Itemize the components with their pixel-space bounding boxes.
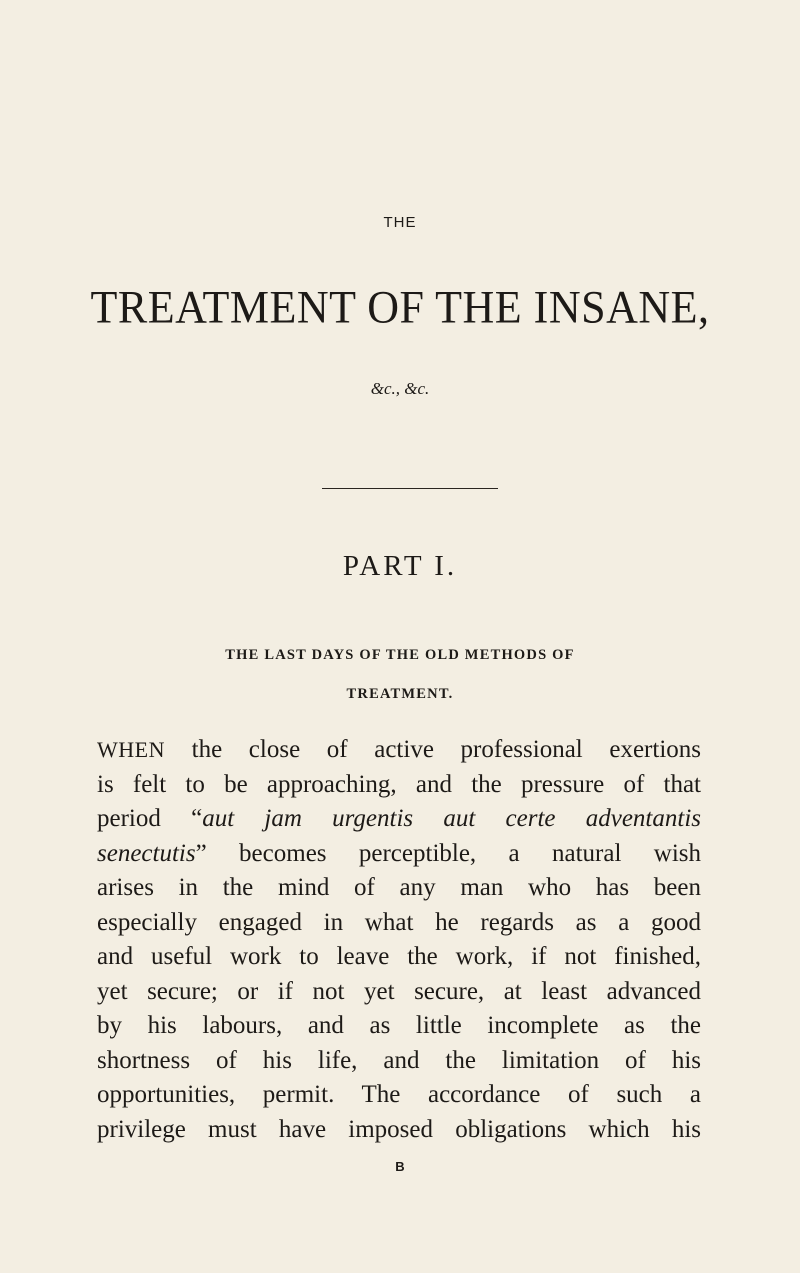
text-line (97, 733, 701, 768)
subtitle-line-1: THE LAST DAYS OF THE OLD METHODS OF (225, 647, 575, 663)
text-line-content: period “ (97, 805, 203, 832)
text-line: yet secure; or if not yet secure, at least advanced (97, 977, 701, 1005)
page-title: TREATMENT OF THE INSANE, (90, 281, 710, 334)
text-line: shortness of his life, and the limitation of his (97, 1046, 701, 1074)
signature-mark: B (395, 1159, 405, 1174)
part-heading: PART I. (342, 550, 458, 582)
text-line (97, 802, 701, 837)
text-line-content: the close of active professional exertions (191, 736, 702, 763)
text-line: by his labours, and as little incomplete as the (97, 1012, 701, 1039)
opening-word: WHEN (97, 737, 165, 762)
section-divider (322, 488, 498, 489)
text-line: is felt to be approaching, and the pressure of that (97, 770, 701, 798)
title-etcetera: &c., &c. (370, 379, 430, 398)
text-line: privilege must have imposed obligations which his (97, 1115, 701, 1143)
text-line: arises in the mind of any man who has been (97, 874, 701, 901)
text-line: especially engaged in what he regards as a good (97, 908, 701, 936)
text-line: opportunities, permit. The accordance of such a (97, 1081, 701, 1108)
text-line (97, 837, 701, 872)
latin-quote: senectutis (97, 839, 196, 867)
title-prefix: THE (383, 214, 417, 231)
latin-quote: aut jam urgentis aut certe adventantis (202, 805, 701, 832)
subtitle-line-2: TREATMENT. (346, 686, 454, 702)
body-paragraph (97, 733, 701, 1147)
text-line-content: ” becomes perceptible, a natural wish (195, 839, 701, 867)
chapter-subtitle (100, 636, 700, 714)
text-line: and useful work to leave the work, if not finished, (97, 943, 701, 970)
